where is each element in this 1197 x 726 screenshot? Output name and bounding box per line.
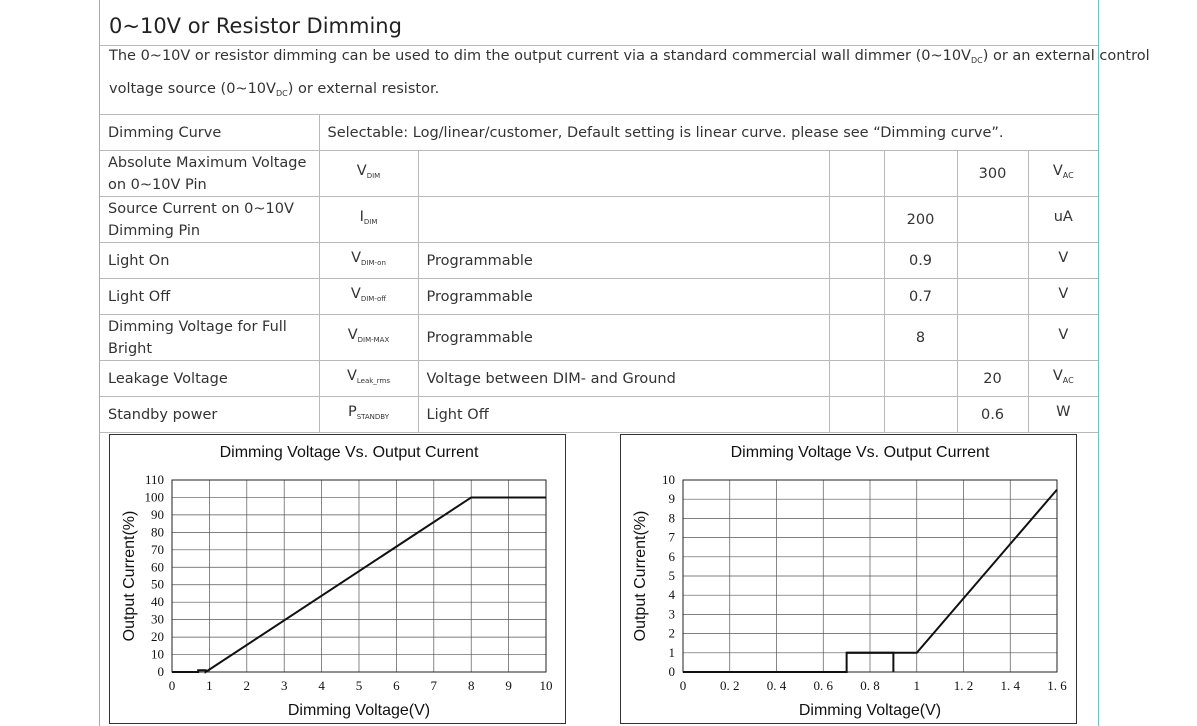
symbol-main: V — [346, 368, 357, 384]
param-min — [829, 151, 884, 197]
x-tick-label: 0. 8 — [860, 678, 880, 693]
table-row — [100, 243, 1098, 279]
param-label: Absolute Maximum Voltage on 0~10V Pin — [100, 151, 319, 197]
y-tick-label: 9 — [668, 491, 675, 507]
param-symbol — [319, 243, 418, 279]
param-unit — [1028, 361, 1098, 397]
intro-text: The 0~10V or resistor dimming can be used to dim the output current via a standard commercial wall dimmer (0~10V — [109, 48, 971, 64]
table-row — [100, 197, 1098, 243]
y-tick-label: 80 — [151, 524, 164, 540]
param-min — [829, 397, 884, 433]
y-axis-label: Output Current(%) — [121, 510, 138, 642]
table-row — [100, 279, 1098, 315]
param-typ — [884, 361, 957, 397]
chart-left — [109, 434, 566, 724]
unit-sub: AC — [1062, 171, 1074, 180]
param-symbol — [319, 315, 418, 361]
unit-main: V — [1058, 327, 1069, 343]
symbol-main: V — [351, 250, 362, 266]
y-tick-label: 0 — [157, 664, 164, 679]
table-row — [100, 151, 1098, 197]
table-row — [100, 397, 1098, 433]
unit-main: uA — [1053, 209, 1073, 225]
spec-table — [100, 114, 1098, 433]
y-tick-label: 8 — [668, 510, 675, 526]
param-unit — [1028, 279, 1098, 315]
intro-line-2 — [109, 81, 439, 98]
unit-main: V — [1058, 250, 1069, 266]
symbol-sub: STANDBY — [356, 413, 390, 421]
x-tick-label: 0 — [168, 678, 176, 693]
x-tick-label: 1 — [206, 678, 213, 693]
param-typ: 8 — [884, 315, 957, 361]
divider — [100, 45, 1098, 46]
symbol-sub: DIM — [363, 218, 378, 226]
param-label: Dimming Voltage for Full Bright — [100, 315, 319, 361]
symbol-sub: DIM-on — [361, 259, 386, 267]
param-condition: Programmable — [418, 279, 829, 315]
y-tick-label: 7 — [668, 529, 675, 545]
x-tick-label: 2 — [243, 678, 251, 693]
symbol-main: V — [350, 286, 361, 302]
param-label: Light Off — [100, 279, 319, 315]
x-tick-label: 10 — [539, 678, 553, 693]
y-tick-label: 90 — [151, 506, 164, 522]
unit-sub: AC — [1062, 376, 1074, 385]
param-unit — [1028, 197, 1098, 243]
intro-text: voltage source (0~10V — [109, 81, 276, 97]
param-symbol — [319, 397, 418, 433]
param-condition — [418, 197, 829, 243]
x-tick-label: 7 — [430, 678, 438, 693]
unit-main: V — [1058, 286, 1069, 302]
param-min — [829, 361, 884, 397]
chart-svg — [621, 435, 1078, 725]
symbol-main: I — [359, 209, 364, 225]
x-tick-label: 8 — [467, 678, 475, 693]
x-axis-label: Dimming Voltage(V) — [287, 702, 431, 719]
symbol-sub: DIM-MAX — [357, 336, 390, 344]
param-condition: Voltage between DIM- and Ground — [418, 361, 829, 397]
symbol-main: V — [356, 163, 367, 179]
y-tick-label: 2 — [668, 625, 675, 641]
chart-title: Dimming Voltage Vs. Output Current — [730, 444, 990, 461]
param-symbol — [319, 279, 418, 315]
param-label: Dimming Curve — [100, 115, 319, 151]
y-tick-label: 10 — [662, 472, 675, 487]
table-row — [100, 315, 1098, 361]
table-row — [100, 361, 1098, 397]
y-tick-label: 20 — [151, 629, 164, 645]
y-tick-label: 50 — [151, 576, 164, 592]
y-tick-label: 110 — [144, 472, 164, 487]
intro-text: ) or an external control — [982, 48, 1150, 64]
param-typ — [884, 151, 957, 197]
y-tick-label: 100 — [144, 489, 164, 505]
unit-main: V — [1052, 368, 1063, 384]
y-axis-label: Output Current(%) — [632, 510, 649, 642]
param-label: Source Current on 0~10V Dimming Pin — [100, 197, 319, 243]
param-max — [957, 315, 1028, 361]
param-label: Leakage Voltage — [100, 361, 319, 397]
x-tick-label: 9 — [505, 678, 512, 693]
table-row — [100, 115, 1098, 151]
symbol-main: V — [347, 327, 358, 343]
param-max — [957, 243, 1028, 279]
x-tick-label: 3 — [280, 678, 288, 693]
symbol-sub: DIM — [366, 172, 381, 180]
unit-main: V — [1052, 163, 1063, 179]
param-label: Standby power — [100, 397, 319, 433]
intro-text: ) or external resistor. — [287, 81, 440, 97]
param-condition — [418, 151, 829, 197]
x-tick-label: 4 — [318, 678, 325, 693]
x-tick-label: 1. 2 — [953, 678, 974, 693]
param-max — [957, 279, 1028, 315]
chart-svg — [110, 435, 567, 725]
x-tick-label: 0 — [679, 678, 687, 693]
param-min — [829, 279, 884, 315]
param-condition: Light Off — [418, 397, 829, 433]
param-typ — [884, 397, 957, 433]
y-tick-label: 40 — [151, 594, 164, 610]
intro-line-1 — [109, 48, 1150, 65]
param-symbol — [319, 197, 418, 243]
param-unit — [1028, 243, 1098, 279]
x-tick-label: 0. 4 — [766, 678, 787, 693]
param-condition: Programmable — [418, 243, 829, 279]
x-tick-label: 1. 4 — [1000, 678, 1020, 693]
x-axis-label: Dimming Voltage(V) — [798, 702, 942, 719]
y-tick-label: 1 — [668, 644, 675, 660]
param-min — [829, 315, 884, 361]
param-unit — [1028, 315, 1098, 361]
param-max: 20 — [957, 361, 1028, 397]
y-tick-label: 10 — [151, 646, 164, 662]
chart-title: Dimming Voltage Vs. Output Current — [219, 444, 479, 461]
chart-right — [620, 434, 1077, 724]
y-tick-label: 5 — [668, 568, 675, 583]
section-title: 0~10V or Resistor Dimming — [109, 14, 402, 38]
intro-sub: DC — [970, 56, 983, 65]
x-tick-label: 6 — [393, 678, 400, 693]
x-tick-label: 5 — [355, 678, 363, 693]
param-condition: Programmable — [418, 315, 829, 361]
y-tick-label: 4 — [668, 587, 675, 603]
x-tick-label: 1 — [913, 678, 920, 693]
param-typ: 0.9 — [884, 243, 957, 279]
symbol-main: P — [347, 404, 357, 420]
x-tick-label: 1. 6 — [1047, 678, 1067, 693]
param-value: Selectable: Log/linear/customer, Default setting is linear curve. please see “Dimming curve”. — [319, 115, 1098, 151]
y-tick-label: 60 — [151, 559, 164, 575]
param-label: Light On — [100, 243, 319, 279]
param-unit — [1028, 397, 1098, 433]
y-tick-label: 3 — [668, 606, 675, 622]
param-min — [829, 197, 884, 243]
param-typ: 200 — [884, 197, 957, 243]
x-tick-label: 0. 6 — [813, 678, 833, 693]
y-tick-label: 0 — [668, 664, 675, 679]
y-tick-label: 30 — [151, 611, 164, 627]
param-max — [957, 197, 1028, 243]
x-tick-label: 0. 2 — [720, 678, 740, 693]
param-symbol — [319, 151, 418, 197]
param-max: 300 — [957, 151, 1028, 197]
param-min — [829, 243, 884, 279]
param-typ: 0.7 — [884, 279, 957, 315]
y-tick-label: 6 — [668, 548, 675, 564]
param-symbol — [319, 361, 418, 397]
y-tick-label: 70 — [151, 541, 164, 557]
unit-main: W — [1056, 404, 1071, 420]
param-max: 0.6 — [957, 397, 1028, 433]
symbol-sub: Leak_rms — [356, 377, 391, 385]
param-unit — [1028, 151, 1098, 197]
intro-sub: DC — [275, 89, 288, 98]
symbol-sub: DIM-off — [360, 295, 387, 303]
